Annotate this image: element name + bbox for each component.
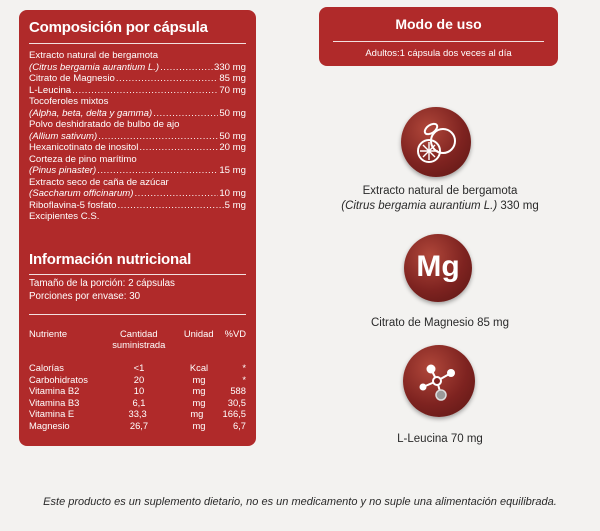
- composition-item: [29, 108, 246, 120]
- nutrition-serving-info: [29, 278, 246, 303]
- nutrition-cell-unidad: mg: [192, 396, 206, 408]
- composition-item-value: 330 mg: [214, 61, 246, 73]
- usage-title: Modo de uso: [395, 16, 482, 32]
- composition-item-value: 20 mg: [219, 142, 246, 153]
- composition-item-name: Corteza de pino marítimo: [29, 153, 137, 165]
- nutrition-cell-cantidad: 33,3: [128, 408, 147, 420]
- composition-title-rule: [29, 43, 246, 44]
- header-unidad: Unidad: [183, 328, 214, 339]
- composition-item: [29, 154, 246, 166]
- nutrition-cell-unidad: mg: [192, 385, 206, 397]
- composition-item-value: 15 mg: [219, 165, 246, 176]
- composition-item-name: (Pinus pinaster): [29, 165, 97, 176]
- composition-item-value: 50 mg: [219, 107, 246, 119]
- serving-size: Tamaño de la porción: 2 cápsulas: [29, 278, 175, 289]
- composition-item-name: Polvo deshidratado de bulbo de ajo: [29, 119, 180, 130]
- nutrition-cell-nutriente: Vitamina B2: [29, 385, 80, 397]
- composition-item-value: 50 mg: [219, 130, 246, 142]
- nutrition-cell-unidad: Kcal: [189, 362, 209, 373]
- nutrition-cell-vd: *: [242, 362, 246, 373]
- nutrition-cell-unidad: mg: [192, 373, 206, 385]
- composition-title: Composición por cápsula: [29, 19, 208, 36]
- composition-item-name: (Allium sativum): [29, 130, 98, 142]
- nutrition-cell-cantidad: <1: [133, 362, 145, 373]
- nutrition-table-rule: [29, 314, 246, 315]
- composition-item-leader: [153, 108, 218, 120]
- composition-item: [29, 188, 246, 200]
- usage-panel: [319, 7, 558, 66]
- composition-item-value: 5 mg: [224, 199, 246, 211]
- magnesium-caption: Citrato de Magnesio 85 mg: [370, 317, 510, 329]
- nutrition-cell-unidad: mg: [190, 408, 204, 420]
- usage-rule: [333, 41, 544, 42]
- nutrition-row: [29, 385, 246, 397]
- nutrition-cell-nutriente: Carbohidratos: [29, 373, 88, 385]
- header-vd: %VD: [224, 328, 246, 339]
- nutrition-table: [29, 328, 246, 432]
- bergamot-caption: [300, 184, 580, 214]
- magnesium-symbol: Mg: [416, 250, 460, 283]
- composition-item: [29, 62, 246, 74]
- nutrition-cell-nutriente: Calorías: [29, 362, 64, 373]
- servings-per-container: Porciones por envase: 30: [29, 290, 141, 302]
- nutrition-row: [29, 397, 246, 409]
- composition-item-name: (Citrus bergamia aurantium L.): [29, 61, 160, 73]
- composition-item-leader: [97, 165, 218, 177]
- usage-text: Adultos:1 cápsula dos veces al día: [365, 48, 512, 59]
- nutrition-cell-vd: *: [242, 373, 246, 385]
- composition-item-leader: [116, 73, 218, 85]
- nutrition-cell-nutriente: Vitamina B3: [29, 396, 80, 408]
- nutrition-table-header: [29, 328, 246, 358]
- composition-item-value: 85 mg: [219, 73, 246, 84]
- nutrition-cell-vd: 6,7: [232, 419, 246, 431]
- composition-item-name: Extracto seco de caña de azúcar: [29, 176, 169, 188]
- composition-panel: [19, 10, 256, 446]
- composition-item-leader: [160, 62, 213, 74]
- nutrition-table-body: [29, 362, 246, 432]
- bergamot-fruit-icon: [401, 107, 471, 177]
- magnesium-icon: [404, 234, 472, 302]
- composition-item-value: 70 mg: [219, 84, 246, 96]
- leucine-caption: L-Leucina 70 mg: [397, 433, 483, 445]
- nutrition-cell-unidad: mg: [192, 419, 206, 431]
- nutrition-cell-nutriente: Magnesio: [29, 419, 70, 431]
- composition-item-value: 10 mg: [219, 188, 246, 199]
- composition-item: [29, 85, 246, 97]
- composition-item: [29, 73, 246, 85]
- bergamot-caption-line1: Extracto natural de bergamota: [362, 185, 518, 197]
- nutrition-row: [29, 374, 246, 386]
- nutrition-cell-cantidad: 6,1: [132, 396, 146, 408]
- nutrition-cell-cantidad: 10: [133, 385, 145, 397]
- nutrition-cell-cantidad: 20: [133, 373, 145, 385]
- composition-item: [29, 200, 246, 212]
- composition-item-leader: [135, 188, 219, 200]
- composition-item: [29, 177, 246, 189]
- composition-item-name: Hexanicotinato de inositol: [29, 142, 139, 153]
- bergamot-caption-line2: (Citrus bergamia aurantium L.) 330 mg: [341, 200, 539, 212]
- composition-item: [29, 50, 246, 62]
- nutrition-cell-nutriente: Vitamina E: [29, 408, 75, 420]
- composition-item: [29, 142, 246, 154]
- nutrition-row: [29, 362, 246, 374]
- disclaimer-footer: Este producto es un suplemento dietario, no es un medicamento y no suple una alimentación equilibrada.: [43, 496, 557, 508]
- molecule-icon: [403, 345, 475, 417]
- composition-item: [29, 165, 246, 177]
- composition-list: [29, 50, 246, 223]
- composition-item-leader: [72, 85, 218, 97]
- nutrition-cell-cantidad: 26,7: [129, 419, 149, 431]
- nutrition-cell-vd: 30,5: [227, 396, 246, 408]
- composition-item-leader: [98, 131, 218, 143]
- nutrition-cell-vd: 588: [230, 385, 246, 397]
- composition-item: [29, 131, 246, 143]
- header-cantidad: Cantidad suministrada: [112, 328, 166, 350]
- composition-item-name: Citrato de Magnesio: [29, 73, 115, 84]
- composition-item: [29, 211, 246, 223]
- header-nutriente: Nutriente: [29, 328, 68, 339]
- nutrition-title-rule: [29, 274, 246, 275]
- composition-item-name: (Alpha, beta, delta y gamma): [29, 107, 153, 119]
- composition-item-leader: [139, 142, 218, 154]
- composition-item-name: L-Leucina: [29, 84, 72, 96]
- composition-item-name: (Saccharum officinarum): [29, 188, 134, 199]
- nutrition-row: [29, 408, 246, 420]
- composition-item: [29, 96, 246, 108]
- composition-item-name: Extracto natural de bergamota: [29, 50, 159, 61]
- nutrition-title: Información nutricional: [29, 251, 192, 268]
- composition-item-name: Tocoferoles mixtos: [29, 96, 109, 107]
- nutrition-row: [29, 420, 246, 432]
- composition-item-name: Excipientes C.S.: [29, 211, 100, 222]
- composition-item-leader: [117, 200, 223, 212]
- composition-item-name: Riboflavina-5 fosfato: [29, 199, 117, 211]
- nutrition-cell-vd: 166,5: [222, 408, 246, 420]
- composition-item: [29, 119, 246, 131]
